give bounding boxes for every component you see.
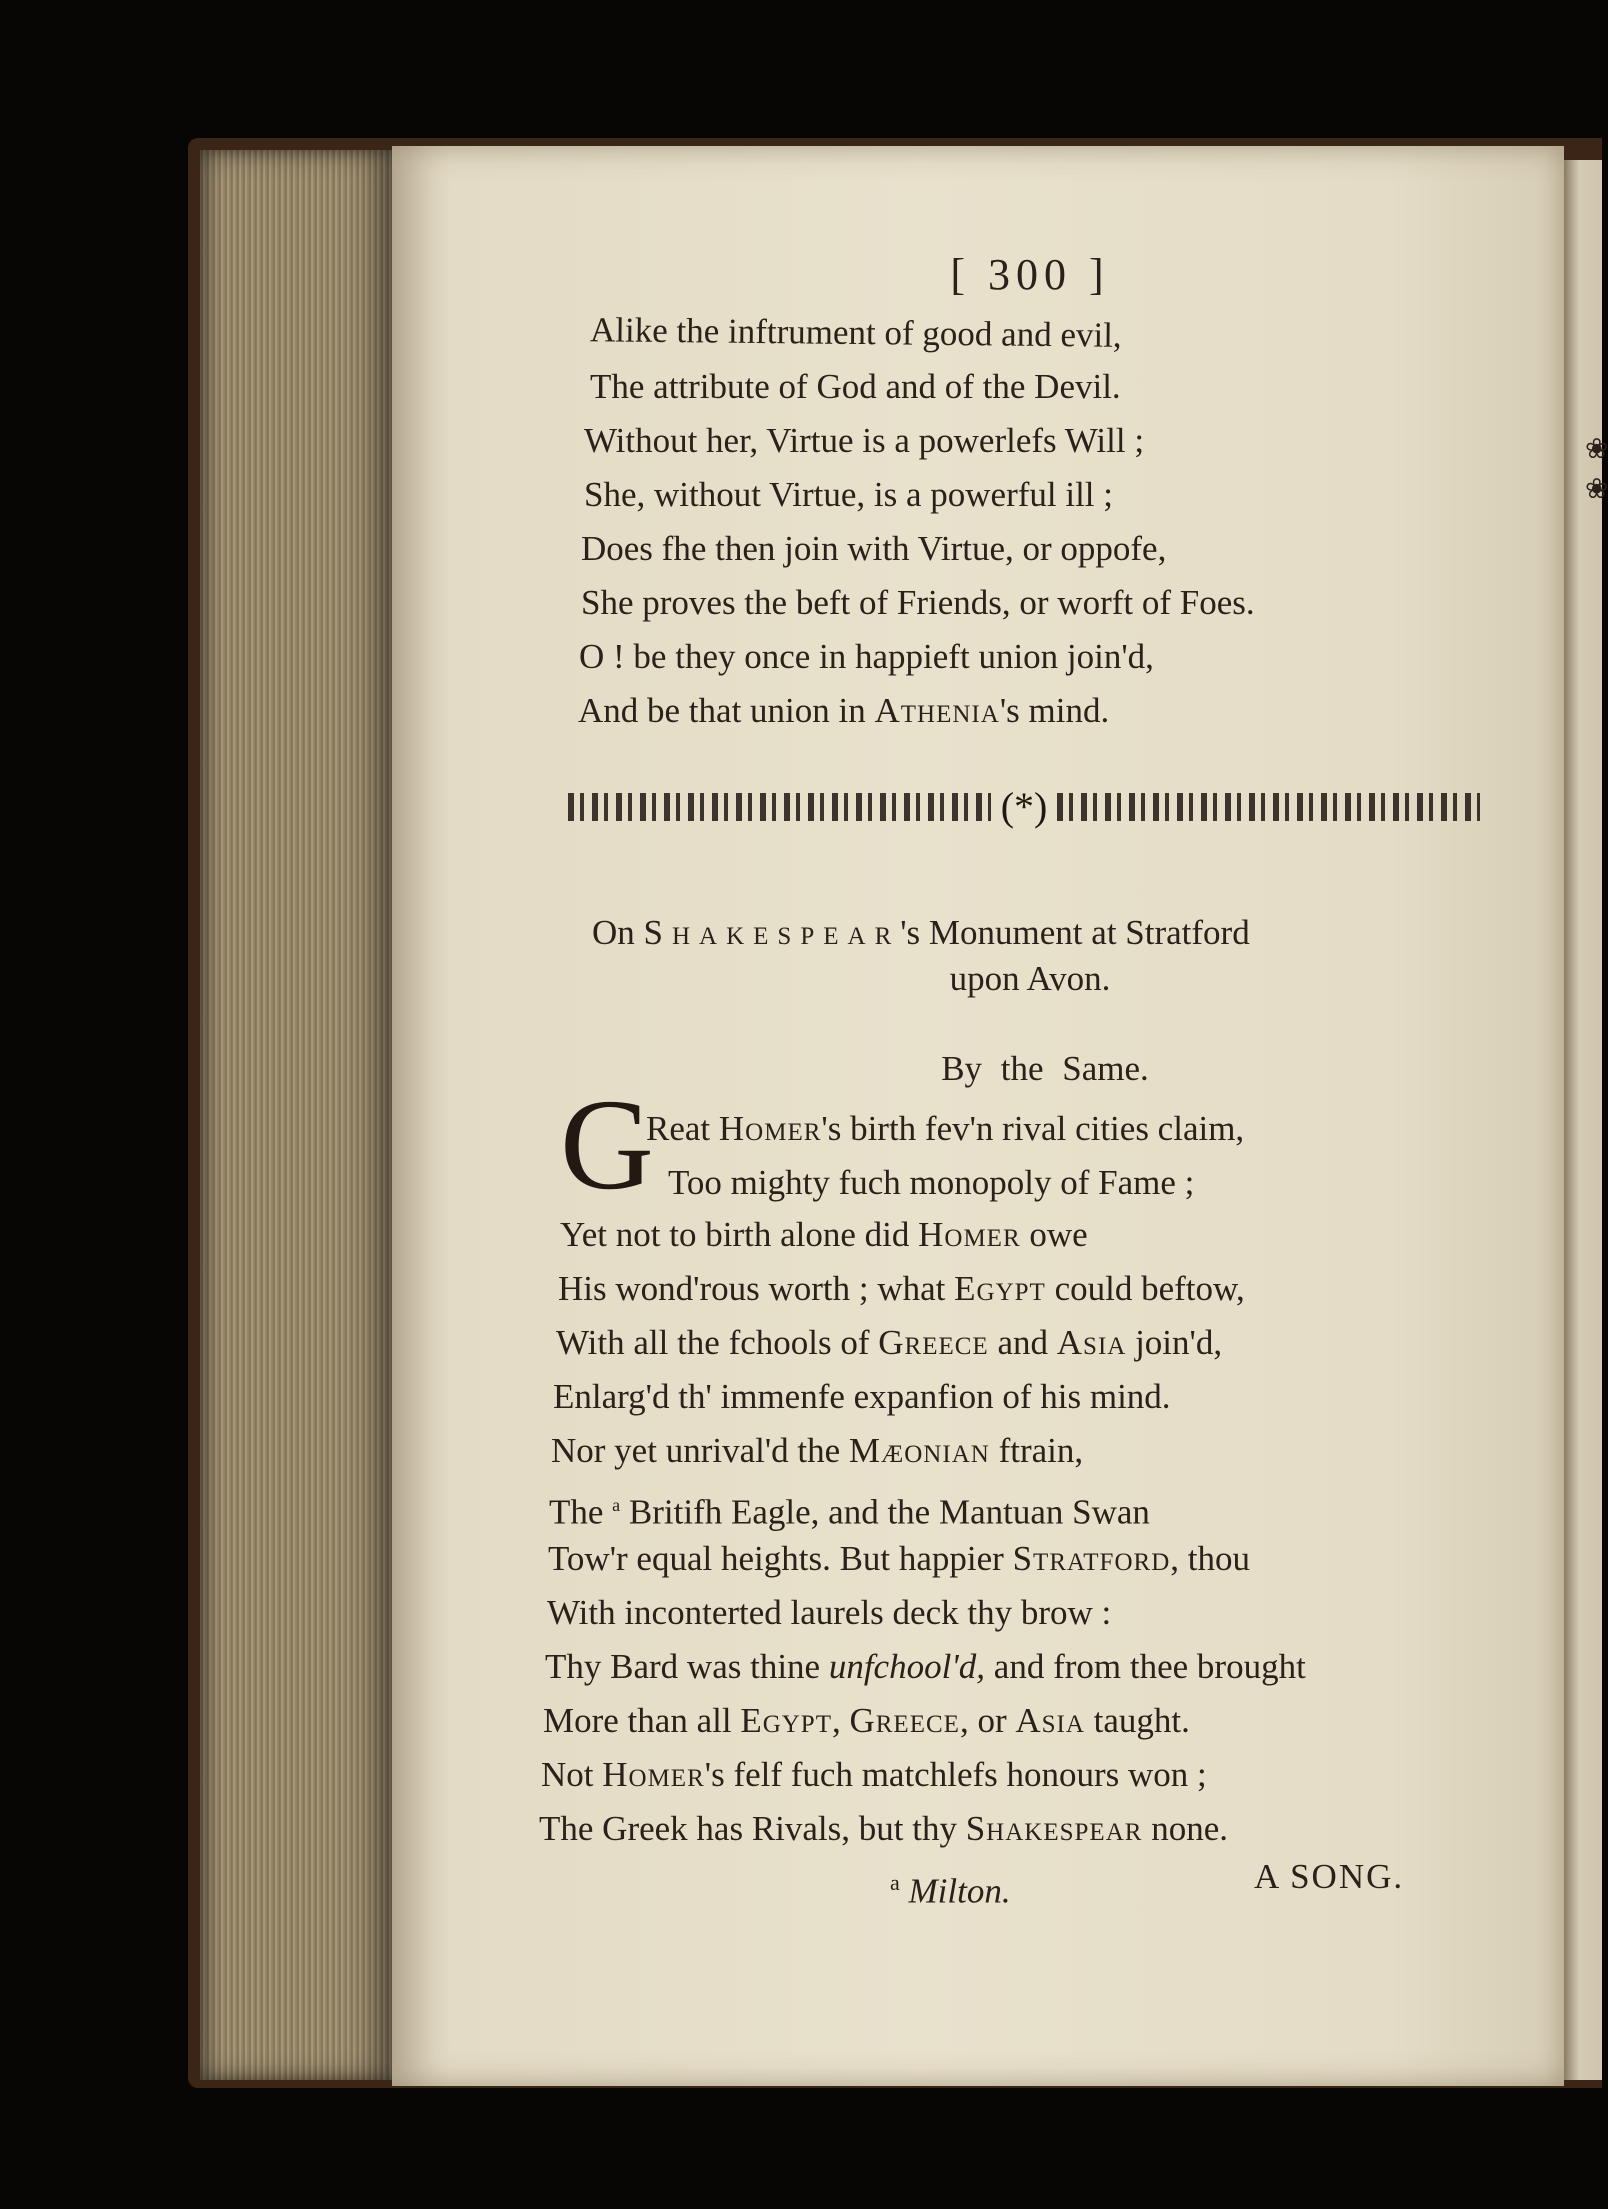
footnote <box>890 1860 1011 1915</box>
ornament-right <box>1057 787 1480 827</box>
text-span: The Greek has Rivals, but thy <box>539 1809 966 1848</box>
poem-line <box>646 1106 1244 1152</box>
drop-cap: G <box>560 1073 654 1217</box>
poem-line: Without her, Virtue is a powerlefs Will ; <box>584 421 1145 460</box>
decorative-ornament-band <box>568 778 1480 836</box>
poem-line <box>539 1806 1228 1852</box>
text-span: Britifh Eagle, and the Mantuan Swan <box>620 1492 1150 1532</box>
text-span: And be that union in <box>578 691 875 730</box>
poem-line: With inconterted laurels deck thy brow : <box>547 1593 1112 1632</box>
poem-title <box>592 910 1250 956</box>
text-span: join'd, <box>1126 1323 1223 1362</box>
poem-title-line2: upon Avon. <box>949 959 1111 998</box>
text-span: Reat <box>646 1109 719 1148</box>
catchword: A SONG. <box>1254 1857 1405 1896</box>
text-span: owe <box>1020 1215 1088 1254</box>
text-span: , or <box>959 1701 1016 1740</box>
footnote-ref: a <box>612 1495 621 1515</box>
ornament-left <box>568 787 991 827</box>
name-maeonian: Mæonian <box>848 1431 990 1470</box>
poem-line <box>551 1428 1083 1474</box>
italic-word: unfchool'd, <box>828 1647 986 1686</box>
text-span: Tow'r equal heights. But happier <box>548 1539 1013 1578</box>
text-span: 's mind. <box>999 691 1110 730</box>
text-span: Nor yet unrival'd the <box>551 1431 849 1470</box>
poem-line: Does fhe then join with Virtue, or oppofe, <box>581 529 1167 568</box>
text-span: , <box>831 1701 850 1740</box>
title-suffix: 's Monument at Stratford <box>900 913 1250 952</box>
poem-line: Enlarg'd th' immenfe expanfion of his mind. <box>553 1377 1171 1416</box>
title-prefix: On <box>592 913 644 952</box>
poem-line <box>558 1266 1245 1312</box>
text-span: could beftow, <box>1045 1269 1245 1308</box>
poem-line <box>545 1644 1306 1690</box>
text-span: 's birth fev'n rival cities claim, <box>821 1109 1245 1148</box>
poem-line: She proves the beft of Friends, or worft of Foes. <box>581 583 1255 622</box>
footnote-text: Milton. <box>908 1871 1011 1911</box>
poem-line <box>548 1536 1250 1582</box>
text-span: and from thee brought <box>985 1647 1306 1686</box>
text-span: The <box>549 1492 613 1532</box>
title-name: Shakespear <box>643 913 901 952</box>
text-span: ftrain, <box>989 1431 1084 1470</box>
name-greece: Greece <box>849 1701 960 1740</box>
text-span: Not <box>541 1755 603 1794</box>
name-homer: Homer <box>602 1755 705 1794</box>
poem-line: She, without Virtue, is a powerful ill ; <box>584 475 1113 514</box>
poem-line: O ! be they once in happieft union join'd, <box>579 637 1154 676</box>
poem-line: Alike the inftrument of good and evil, <box>589 310 1122 355</box>
name-homer: Homer <box>918 1215 1021 1254</box>
text-span: none. <box>1142 1809 1228 1848</box>
text-span: and <box>988 1323 1057 1362</box>
name-asia: Asia <box>1056 1323 1127 1362</box>
name-stratford: Stratford <box>1012 1539 1171 1578</box>
poem-line <box>543 1698 1190 1744</box>
byline: By the Same. <box>941 1049 1149 1088</box>
poem-line <box>556 1320 1222 1366</box>
page-number: [ 300 ] <box>950 250 1110 299</box>
poem-line-last <box>578 688 1109 734</box>
text-span: With all the fchools of <box>556 1323 879 1362</box>
name-homer: Homer <box>718 1109 822 1148</box>
poem-line <box>541 1752 1207 1798</box>
text-span: Yet not to birth alone did <box>560 1215 919 1254</box>
text-span: 's felf fuch matchlefs honours won ; <box>704 1755 1207 1794</box>
text-span: taught. <box>1084 1701 1190 1740</box>
name-asia: Asia <box>1015 1701 1085 1740</box>
name-egypt: Egypt <box>954 1269 1046 1308</box>
text-span: More than all <box>543 1701 741 1740</box>
name-athenia: Athenia <box>874 691 1000 730</box>
name-egypt: Egypt <box>740 1701 832 1740</box>
poem-line: The attribute of God and of the Devil. <box>590 367 1121 406</box>
next-page-ornament: ❀ ❀ <box>1585 434 1608 505</box>
ornament-center: (*) <box>1000 784 1048 829</box>
poem-line <box>549 1482 1150 1536</box>
text-span: Thy Bard was thine <box>545 1647 829 1686</box>
text-span: , thou <box>1170 1539 1250 1578</box>
name-greece: Greece <box>878 1323 989 1362</box>
text-span: His wond'rous worth ; what <box>558 1269 955 1308</box>
name-shakespear: Shakespear <box>965 1809 1143 1848</box>
poem-line <box>560 1212 1088 1258</box>
poem-line: Too mighty fuch monopoly of Fame ; <box>668 1163 1195 1202</box>
footnote-mark: a <box>890 1870 900 1895</box>
